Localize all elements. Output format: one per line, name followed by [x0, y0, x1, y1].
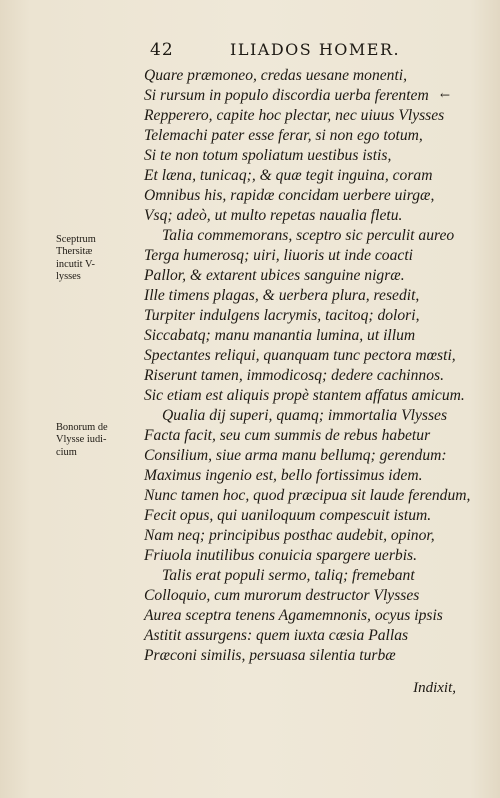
verse-line: Talia commemorans, sceptro sic perculit aureo — [162, 227, 455, 244]
verse-line: Pallor, & extarent ubices sanguine nigræ. — [144, 267, 405, 284]
running-title: ILIADOS HOMER. — [230, 40, 401, 59]
margin-note-bonorum — [56, 422, 140, 459]
verse-line: Ille timens plagas, & uerbera plura, resedit, — [144, 287, 420, 304]
marginal-mark: ← — [440, 88, 451, 102]
margin-note-line: cium — [56, 446, 77, 458]
verse-line: Nunc tamen hoc, quod præcipua sit laude ferendum, — [144, 487, 471, 504]
verse-line: Repperero, capite hoc plectar, nec uiuus Vlysses — [144, 107, 445, 124]
margin-note-sceptrum — [56, 234, 140, 284]
verse-line: Talis erat populi sermo, taliq; fremebant — [162, 567, 415, 584]
catchword: Indixit, — [413, 680, 456, 696]
verse-line: Facta facit, seu cum summis de rebus habetur — [144, 427, 431, 444]
verse-line: Telemachi pater esse ferar, si non ego totum, — [144, 127, 423, 144]
margin-note-line: Sceptrum — [56, 234, 96, 245]
verse-line: Omnibus his, rapidæ concidam uerbere uirgæ, — [144, 187, 435, 204]
verse-line: Turpiter indulgens lacrymis, tacitoq; dolori, — [144, 307, 420, 324]
page-number: 42 — [150, 40, 174, 60]
verse-line: Terga humerosq; uiri, liuoris ut inde coacti — [144, 247, 413, 264]
verse-line: Siccabatq; manu manantia lumina, ut illum — [144, 327, 416, 344]
verse-line: Spectantes reliqui, quanquam tunc pectora mœsti, — [144, 347, 456, 364]
verse-line: Friuola inutilibus conuicia spargere uerbis. — [144, 547, 418, 564]
verse-line: Præconi similis, persuasa silentia turbæ — [144, 647, 396, 664]
verse-line: Fecit opus, qui uaniloquum compescuit istum. — [144, 507, 432, 524]
verse-line: Et læna, tunicaq;, & quæ tegit inguina, coram — [144, 167, 433, 184]
verse-line: Consilium, siue arma manu bellumq; gerendum: — [144, 447, 447, 464]
margin-note-line: incutit V- — [56, 258, 95, 270]
verse-line: Nam neq; principibus posthac audebit, opinor, — [144, 527, 435, 544]
margin-note-line: lysses — [56, 271, 81, 283]
verse-line: Si te non totum spoliatum uestibus istis, — [144, 147, 392, 164]
running-header — [150, 40, 420, 62]
verse-line: Qualia dij superi, quamq; immortalia Vlysses — [162, 407, 448, 424]
margin-note-line: Bonorum de — [56, 422, 108, 433]
verse-line: Vsq; adeò, ut multo repetas naualia fletu. — [144, 207, 403, 224]
verse-line: Riserunt tamen, immodicosq; dedere cachinnos. — [144, 367, 444, 384]
verse-line: Sic etiam est aliquis propè stantem affatus amicum. — [144, 387, 465, 404]
margin-note-line: Vlysse iudi- — [56, 434, 107, 446]
verse-line: Astitit assurgens: quem iuxta cæsia Pallas — [144, 627, 409, 644]
verse-line: Quare præmoneo, credas uesane monenti, — [144, 67, 408, 84]
verse-line: Maximus ingenio est, bello fortissimus idem. — [144, 467, 423, 484]
verse-line: Colloquio, cum murorum destructor Vlysses — [144, 587, 420, 604]
margin-note-line: Thersitæ — [56, 246, 93, 258]
verse-line: Aurea sceptra tenens Agamemnonis, ocyus ipsis — [144, 607, 443, 624]
verse-line: Si rursum in populo discordia uerba ferentem — [144, 87, 429, 104]
